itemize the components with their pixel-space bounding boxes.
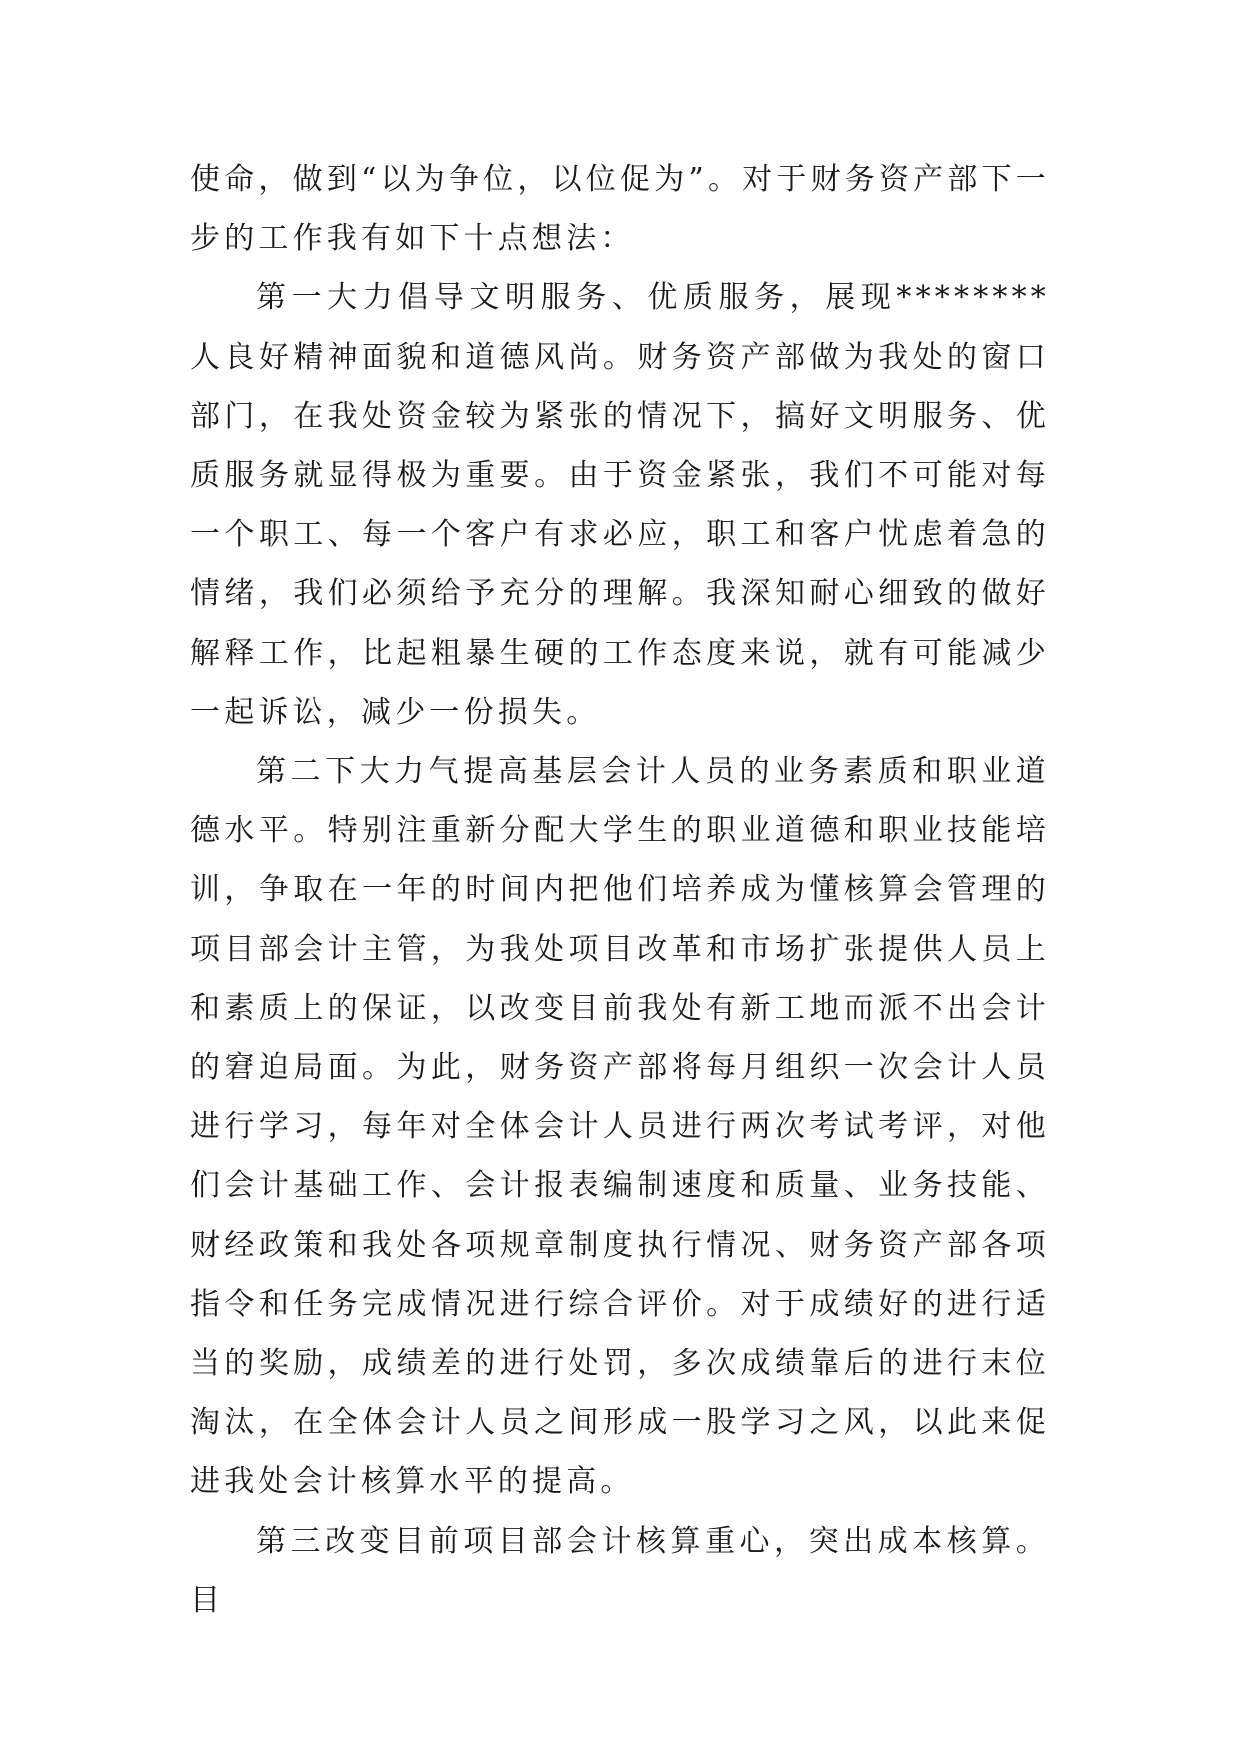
document-page: [190, 150, 1050, 1630]
paragraph-intro: 使命，做到“以为争位，以位促为”。对于财务资产部下一步的工作我有如下十点想法：: [190, 162, 1050, 257]
paragraph-point-2: 第二下大力气提高基层会计人员的业务素质和职业道德水平。特别注重新分配大学生的职业道德和职业技能培训，争取在一年的时间内把他们培养成为懂核算会管理的项目部会计主管，为我处项目改革和市场扩张提供人员上和素质上的保证，以改变目前我处有新工地而派不出会计的窘迫局面。为此，财务资产部将每月组织一次会计人员进行学习，每年对全体会计人员进行两次考试考评，对他们会计基础工作、会计报表编制速度和质量、业务技能、财经政策和我处各项规章制度执行情况、财务资产部各项指令和任务完成情况进行综合评价。对于成绩好的进行适当的奖励，成绩差的进行处罚，多次成绩靠后的进行末位淘汰，在全体会计人员之间形成一股学习之风，以此来促进我处会计核算水平的提高。: [190, 754, 1050, 1500]
paragraph-point-3: 第三改变目前项目部会计核算重心，突出成本核算。目: [190, 1523, 1050, 1618]
paragraph-point-1: 第一大力倡导文明服务、优质服务，展现********人良好精神面貌和道德风尚。财务资产部做为我处的窗口部门，在我处资金较为紧张的情况下，搞好文明服务、优质服务就显得极为重要。由于资金紧张，我们不可能对每一个职工、每一个客户有求必应，职工和客户忧虑着急的情绪，我们必须给予充分的理解。我深知耐心细致的做好解释工作，比起粗暴生硬的工作态度来说，就有可能减少一起诉讼，减少一份损失。: [190, 280, 1050, 730]
